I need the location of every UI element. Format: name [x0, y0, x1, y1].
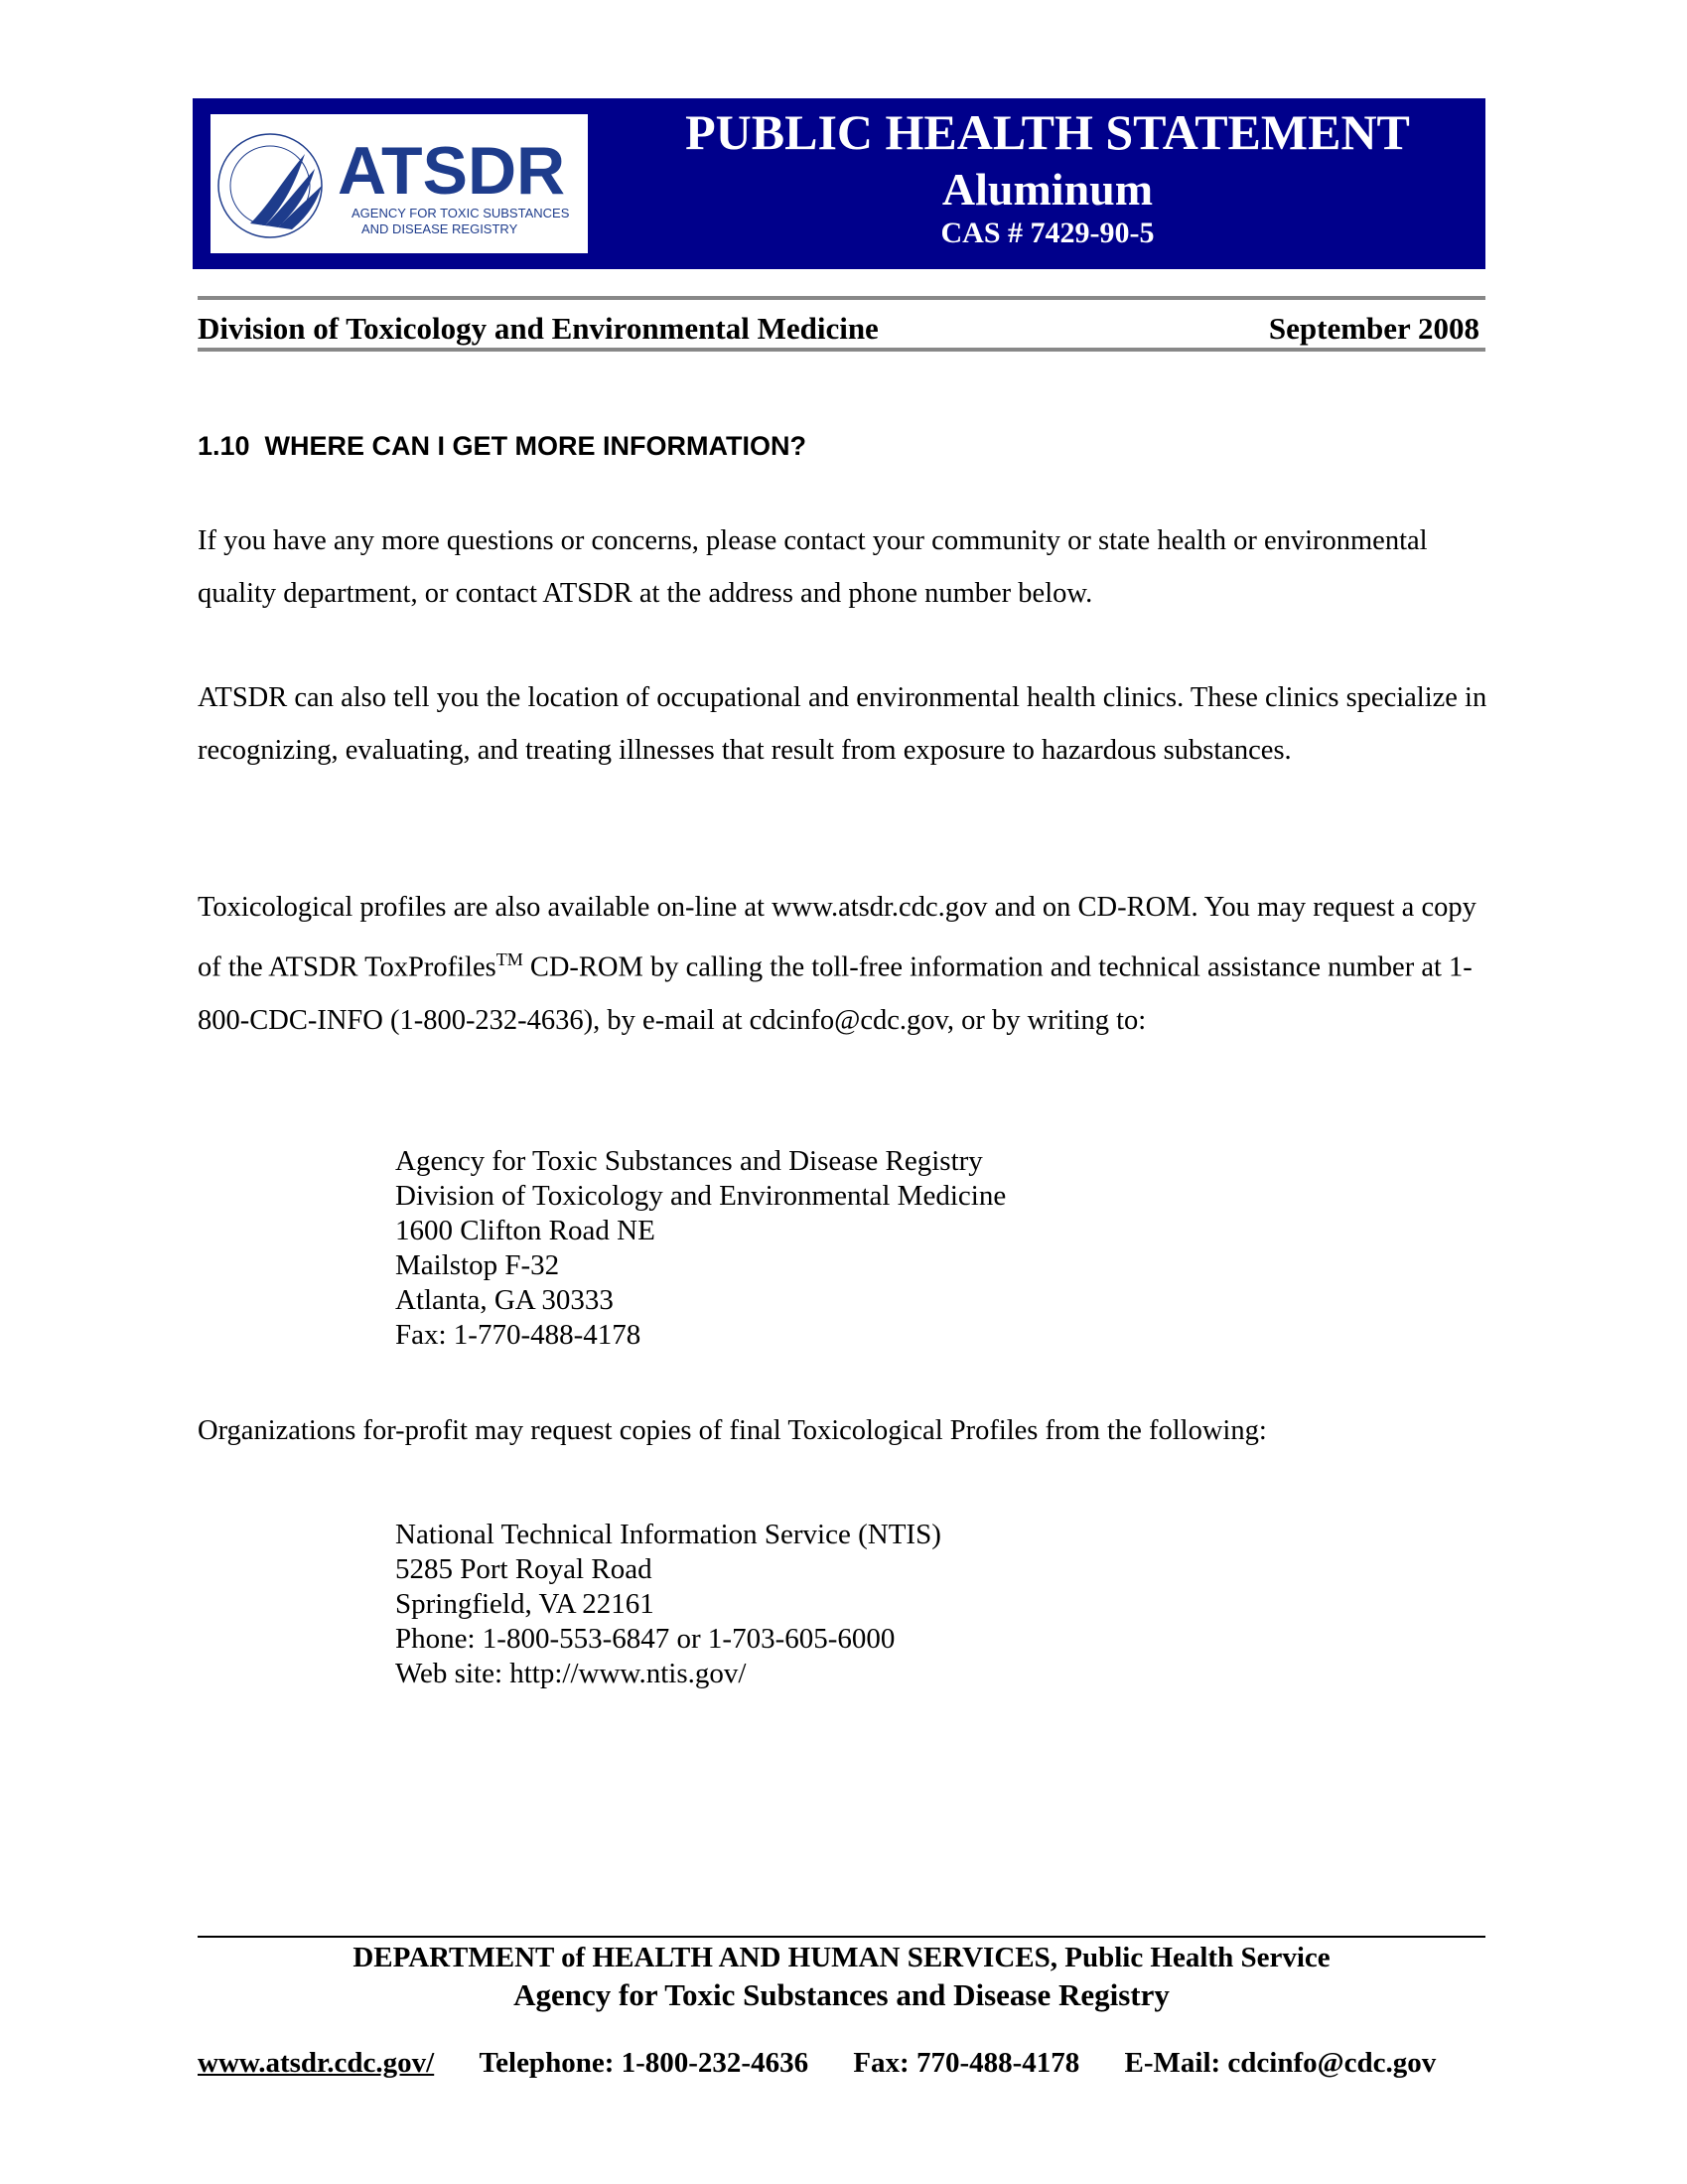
division-name: Division of Toxicology and Environmental Medicine — [198, 311, 879, 346]
address-line: Phone: 1-800-553-6847 or 1-703-605-6000 — [395, 1623, 896, 1655]
section-heading: 1.10 WHERE CAN I GET MORE INFORMATION? — [198, 431, 807, 461]
publication-date: September 2008 — [1268, 311, 1479, 346]
paragraph-1 — [198, 514, 1488, 620]
paragraph-3-text-a: Toxicological profiles are also available on-line at www.atsdr.cdc.gov and on CD-ROM. You may request a copy of the ATSDR ToxProfiles — [198, 892, 1476, 983]
footer-telephone: Telephone: 1-800-232-4636 — [479, 2047, 809, 2079]
logo-text: ATSDR — [338, 133, 566, 209]
address-line: Springfield, VA 22161 — [395, 1588, 654, 1620]
page-title: PUBLIC HEALTH STATEMENT — [685, 104, 1410, 160]
address-line: 1600 Clifton Road NE — [395, 1215, 655, 1246]
address-line: Fax: 1-770-488-4178 — [395, 1319, 641, 1351]
footer-website-link[interactable]: www.atsdr.cdc.gov/ — [198, 2047, 435, 2079]
paragraph-2 — [198, 671, 1488, 777]
paragraph-4 — [198, 1404, 1488, 1457]
footer-agency: Agency for Toxic Substances and Disease Registry — [513, 1977, 1170, 2012]
atsdr-logo — [211, 114, 588, 253]
logo-subtext-2: AND DISEASE REGISTRY — [361, 221, 518, 236]
address-line: Atlanta, GA 30333 — [395, 1284, 614, 1316]
address-line: National Technical Information Service (NTIS) — [395, 1519, 941, 1550]
address-line: Division of Toxicology and Environmental Medicine — [395, 1180, 1007, 1212]
address-line: 5285 Port Royal Road — [395, 1553, 652, 1585]
divider-top — [198, 296, 1485, 300]
trademark-mark: TM — [495, 949, 523, 969]
logo-subtext-1: AGENCY FOR TOXIC SUBSTANCES — [351, 206, 570, 220]
paragraph-3 — [198, 881, 1488, 1047]
address-line: Agency for Toxic Substances and Disease Registry — [395, 1145, 983, 1177]
divider-bottom — [198, 348, 1485, 352]
footer-rule — [198, 1936, 1485, 1938]
footer-contacts — [198, 2044, 1488, 2082]
page-subtitle: Aluminum — [941, 164, 1154, 215]
header-banner — [193, 98, 1485, 269]
paragraph-4-text: Organizations for-profit may request copies of final Toxicological Profiles from the following: — [198, 1415, 1267, 1446]
footer-email: E-Mail: cdcinfo@cdc.gov — [1124, 2047, 1437, 2079]
address-line: Web site: http://www.ntis.gov/ — [395, 1658, 747, 1689]
paragraph-1-text: If you have any more questions or concerns, please contact your community or state health or environmental quality department, or contact ATSDR at the address and phone number below. — [198, 525, 1428, 609]
footer-department: DEPARTMENT of HEALTH AND HUMAN SERVICES, Public Health Service — [352, 1942, 1331, 1973]
cas-number: CAS # 7429-90-5 — [940, 217, 1155, 249]
paragraph-2-text: ATSDR can also tell you the location of occupational and environmental health clinics. These clinics specialize in recognizing, evaluating, and treating illnesses that result from exposure to hazardous substances. — [198, 682, 1487, 766]
atsdr-logo-graphic — [211, 114, 588, 253]
address-line: Mailstop F-32 — [395, 1249, 560, 1281]
ntis-address — [395, 1518, 941, 1691]
atsdr-address — [395, 1144, 1006, 1353]
paragraph-3-text-b: CD-ROM by calling the toll-free information and technical assistance number at 1-800-CDC-INFO (1-800-232-4636), by e-mail at cdcinfo@cdc.gov, or by writing to: — [198, 951, 1473, 1036]
footer-fax: Fax: 770-488-4178 — [853, 2047, 1080, 2079]
